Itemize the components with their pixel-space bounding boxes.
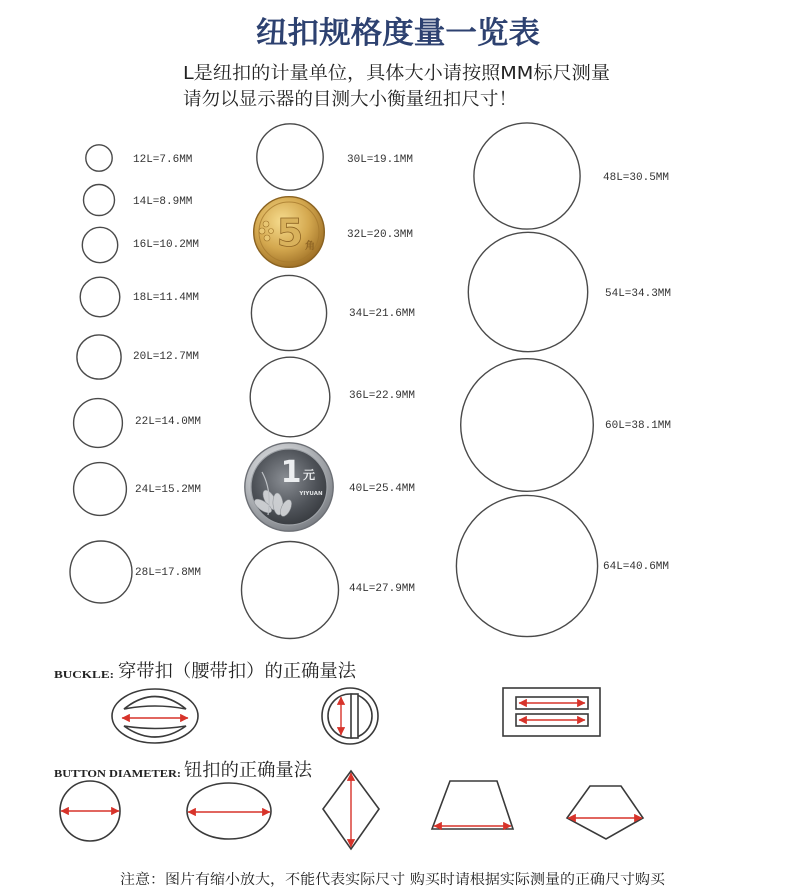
rectangle-buckle-diagram: [503, 688, 600, 736]
subtitle-line-1: L是纽扣的计量单位，具体大小请按照MM标尺测量: [183, 63, 610, 84]
size-circle-30l: [257, 124, 323, 190]
size-circle-16l: [82, 227, 117, 262]
round-buckle-diagram: [322, 688, 378, 744]
rectangle-buckle-outline: [503, 688, 600, 736]
size-circle-20l: [77, 335, 121, 379]
size-label-64l: 64L=40.6MM: [603, 561, 670, 573]
button-section-zh-label: 钮扣的正确量法: [184, 760, 314, 781]
button-section-en-label: BUTTON DIAMETER:: [54, 768, 181, 780]
size-label-32l: 32L=20.3MM: [347, 229, 414, 241]
size-circle-54l: [468, 232, 587, 351]
size-label-44l: 44L=27.9MM: [349, 583, 416, 595]
coin-numeral-five: 5: [276, 211, 304, 255]
size-label-24l: 24L=15.2MM: [135, 484, 202, 496]
round-buckle-center-bar: [351, 694, 358, 738]
size-label-22l: 22L=14.0MM: [135, 416, 202, 428]
coin-numeral-one: 1: [280, 455, 302, 490]
size-label-30l: 30L=19.1MM: [347, 154, 414, 166]
size-circle-22l: [74, 399, 123, 448]
size-circle-24l: [74, 463, 127, 516]
size-circle-34l: [251, 275, 326, 350]
size-label-36l: 36L=22.9MM: [349, 390, 416, 402]
size-label-34l: 34L=21.6MM: [349, 308, 416, 320]
size-circle-28l: [70, 541, 132, 603]
oval-button-diagram: [187, 783, 271, 839]
size-label-54l: 54L=34.3MM: [605, 288, 672, 300]
coin-pinyin: YIYUAN: [299, 491, 323, 497]
page-title: 纽扣规格度量一览表: [256, 16, 540, 51]
size-label-48l: 48L=30.5MM: [603, 172, 670, 184]
round-buckle-inner: [328, 694, 372, 738]
oval-buckle-diagram: [112, 689, 198, 743]
size-label-16l: 16L=10.2MM: [133, 239, 200, 251]
one-yuan-coin: [245, 443, 333, 531]
oval-button-outline: [187, 783, 271, 839]
size-label-12l: 12L=7.6MM: [133, 154, 193, 166]
size-label-60l: 60L=38.1MM: [605, 420, 672, 432]
subtitle-line-2: 请勿以显示器的目测大小衡量纽扣尺寸！: [183, 89, 517, 110]
five-jiao-coin: [254, 197, 325, 268]
buckle-section-zh-label: 穿带扣（腰带扣）的正确量法: [118, 661, 358, 682]
size-circle-36l: [250, 357, 330, 437]
size-label-28l: 28L=17.8MM: [135, 567, 202, 579]
buckle-section-en-label: BUCKLE:: [54, 669, 114, 681]
size-circle-44l: [242, 542, 339, 639]
size-circle-14l: [84, 185, 115, 216]
size-label-18l: 18L=11.4MM: [133, 292, 200, 304]
size-circle-18l: [80, 277, 120, 317]
size-label-40l: 40L=25.4MM: [349, 483, 416, 495]
coin-unit-jiao: 角: [305, 241, 315, 252]
size-circle-48l: [474, 123, 580, 229]
size-label-14l: 14L=8.9MM: [133, 196, 193, 208]
coin-unit-yuan: 元: [302, 468, 316, 482]
round-button-diagram: [60, 781, 120, 841]
size-circle-12l: [86, 145, 112, 171]
size-label-20l: 20L=12.7MM: [133, 351, 200, 363]
size-circle-60l: [461, 359, 594, 492]
size-circle-64l: [456, 495, 597, 636]
footer-note: 注意：图片有缩小放大，不能代表实际尺寸 购买时请根据实际测量的正确尺寸购买: [120, 872, 629, 888]
